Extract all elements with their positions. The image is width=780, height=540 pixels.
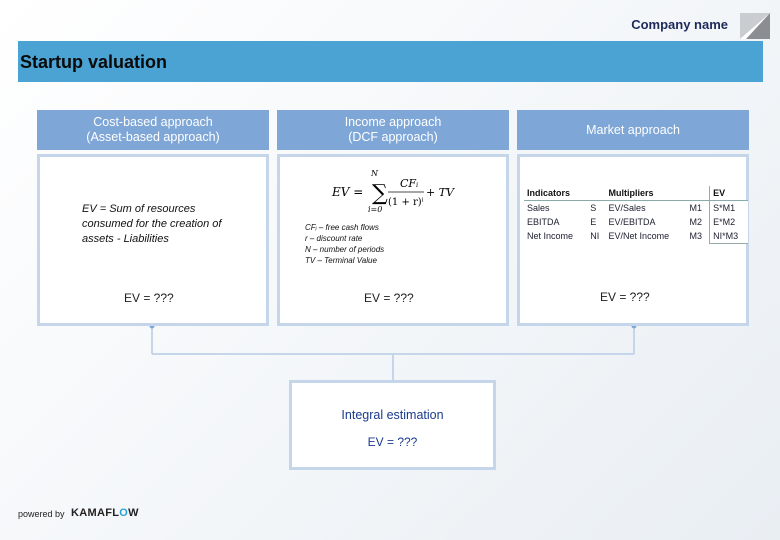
formula-tail: + TV	[426, 186, 454, 199]
cost-approach-subtitle: (Asset-based approach)	[86, 130, 220, 144]
table-row: EBITDA E EV/EBITDA M2 E*M2	[524, 215, 748, 229]
integral-estimation-label: Integral estimation	[341, 408, 444, 422]
formula-denominator: (1 + r)ⁱ	[388, 197, 424, 208]
market-approach-ev: EV = ???	[600, 290, 650, 304]
cost-approach-header	[37, 110, 269, 150]
table-header: Multipliers	[606, 186, 687, 201]
income-approach-header	[277, 110, 509, 150]
table-header: Indicators	[524, 186, 587, 201]
cost-approach-title: Cost-based approach	[93, 115, 213, 129]
legend-n: N – number of periods	[305, 245, 385, 254]
formula-numerator: CFᵢ	[400, 177, 419, 190]
legend-tv: TV – Terminal Value	[305, 256, 377, 265]
formula-lower-limit: i=0	[368, 205, 383, 214]
table-header	[587, 186, 605, 201]
legend-r: r – discount rate	[305, 234, 363, 243]
legend-cf: CFᵢ – free cash flows	[305, 223, 379, 232]
brand-logo: KAMAFLOW	[71, 507, 139, 519]
integral-estimation-ev: EV = ???	[367, 435, 418, 449]
multipliers-table	[524, 186, 748, 244]
market-approach-title: Market approach	[586, 122, 680, 137]
table-header-row	[524, 186, 748, 201]
sigma-icon: ∑	[372, 181, 388, 206]
income-approach-title: Income approach	[344, 115, 442, 129]
cost-approach-definition: EV = Sum of resources consumed for the creation of assets - Liabilities	[82, 203, 222, 245]
income-approach-ev: EV = ???	[364, 291, 414, 305]
table-row: Net Income NI EV/Net Income M3 NI*M3	[524, 229, 748, 244]
table-header: EV	[710, 186, 748, 201]
integral-estimation-box	[289, 380, 496, 470]
formula-upper-limit: N	[371, 169, 378, 178]
market-approach-header	[517, 110, 749, 150]
cost-approach-ev: EV = ???	[124, 291, 174, 305]
table-header	[687, 186, 710, 201]
formula-lhs: EV =	[332, 185, 364, 199]
page-title: Startup valuation	[20, 52, 168, 72]
income-approach-subtitle: (DCF approach)	[348, 130, 438, 144]
company-name: Company name	[631, 17, 728, 32]
table-row: Sales S EV/Sales M1 S*M1	[524, 201, 748, 216]
dcf-formula	[326, 168, 466, 218]
dcf-legend	[305, 222, 384, 266]
powered-by-text: powered by	[18, 509, 65, 519]
